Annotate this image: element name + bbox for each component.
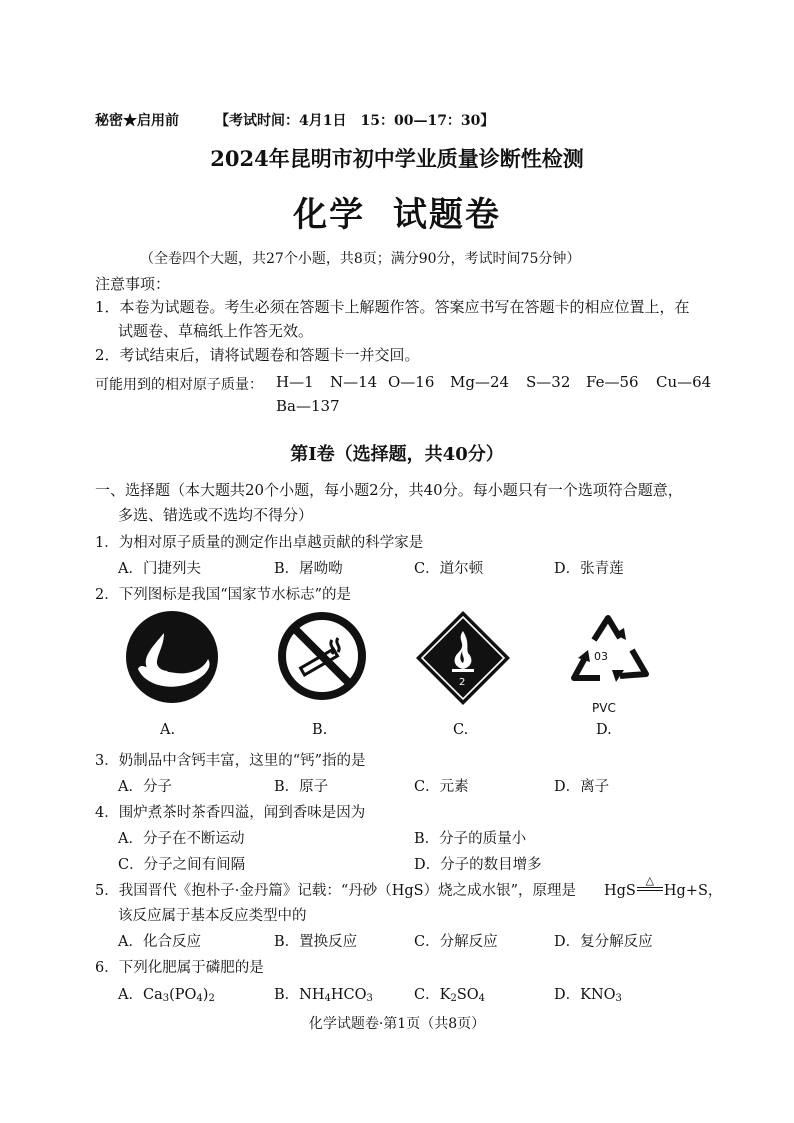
q2-option-a: A. [160,722,176,738]
atomic-mass-label: 可能用到的相对原子质量： [95,377,263,393]
q6b-sub1: 4 [324,993,331,1004]
q6b-sub2: 3 [366,993,373,1004]
recycle-material: PVC [592,701,616,715]
q3-option-d: D．离子 [554,779,610,795]
atomic-mass-n: N—14 [330,373,378,391]
q5-option-a: A．化合反应 [118,934,201,950]
q6c-pre: C．K [414,987,451,1003]
question-3-stem: 3．奶制品中含钙丰富，这里的“钙”指的是 [95,753,366,769]
exam-time: 【考试时间：4月1日 15：00—17：30】 [215,113,495,129]
q6d-pre: D．KNO [554,987,616,1003]
q4-option-b: B．分子的质量小 [414,831,527,847]
secret-label: 秘密★启用前 [95,113,179,129]
q1-option-d: D．张青莲 [554,561,624,577]
q4-option-c: C．分子之间有间隔 [118,857,246,873]
question-6-stem: 6．下列化肥属于磷肥的是 [95,960,264,976]
q6-option-d [554,983,622,1004]
q5-option-c: C．分解反应 [414,934,498,950]
subject-title: 化学 试题卷 [293,195,501,235]
no-smoking-icon [276,610,368,702]
question-4-stem: 4．围炉煮茶时茶香四溢，闻到香味是因为 [95,805,366,821]
question-5-stem-cont: 该反应属于基本反应类型中的 [118,908,307,924]
atomic-mass-h: H—1 [276,373,314,391]
question-2-stem: 2．下列图标是我国“国家节水标志”的是 [95,587,352,603]
recycle-code: 03 [594,650,608,663]
q6a-sub1: 3 [162,993,170,1004]
q6c-sub1: 2 [450,993,457,1004]
q6-option-a [118,983,215,1004]
equation-arrow [636,874,664,899]
part-title-cont: 多选、错选或不选均不得分） [118,506,314,524]
q2-option-c: C. [453,722,469,738]
q5-option-b: B．置换反应 [274,934,358,950]
exam-info: （全卷四个大题，共27个小题，共8页；满分90分，考试时间75分钟） [140,251,581,267]
section-title: 第Ⅰ卷（选择题，共40分） [290,444,504,465]
question-5-stem: 5．我国晋代《抱朴子·金丹篇》记载：“丹砂（HgS）烧之成水银”，原理是 [95,883,577,899]
note-2: 2．考试结束后，请将试题卷和答题卡一并交回。 [95,346,420,364]
q5-option-d: D．复分解反应 [554,934,653,950]
recycle-pvc-icon [560,610,660,696]
q6a-pre: A．Ca [118,987,163,1003]
question-1-stem: 1．为相对原子质量的测定作出卓越贡献的科学家是 [95,535,424,551]
heat-condition: △ [645,874,655,887]
q3-option-a: A．分子 [118,779,172,795]
page-footer: 化学试题卷·第1页（共8页） [308,1016,486,1032]
note-1: 1．本卷为试题卷。考生必须在答题卡上解题作答。答案应书写在答题卡的相应位置上，在 [95,298,690,316]
q1-option-a: A．门捷列夫 [118,561,201,577]
q6a-sub3: 2 [208,993,215,1004]
q6b-pre: B．NH [274,987,325,1003]
water-saving-icon [124,609,220,705]
atomic-mass-mg: Mg—24 [450,373,510,391]
atomic-mass-cu: Cu—64 [656,373,712,391]
q2-option-d: D. [596,722,612,738]
atomic-mass-o: O—16 [388,373,435,391]
equation-left: HgS [604,883,636,899]
equation-right: Hg+S， [663,883,723,899]
q4-option-a: A．分子在不断运动 [118,831,245,847]
note-1-cont: 试题卷、草稿纸上作答无效。 [118,322,314,340]
part-title: 一、选择题（本大题共20个小题，每小题2分，共40分。每小题只有一个选项符合题意， [95,481,683,499]
q6c-sub2: 4 [478,993,486,1004]
q4-option-d: D．分子的数目增多 [414,857,542,873]
q6b-mid: HCO [330,987,367,1003]
q6c-mid: SO [456,987,479,1003]
q6a-sub2: 4 [196,993,203,1004]
notes-heading: 注意事项： [95,275,171,293]
q6d-sub1: 3 [615,993,622,1004]
atomic-mass-s: S—32 [526,373,571,391]
q6-option-c [414,983,485,1004]
q3-option-b: B．原子 [274,779,329,795]
q3-option-c: C．元素 [414,779,469,795]
q6a-mid: (PO [169,987,197,1003]
atomic-mass-fe: Fe—56 [586,373,639,391]
atomic-mass-ba: Ba—137 [276,397,340,415]
flammable-gas-icon [414,609,512,707]
q1-option-c: C．道尔顿 [414,561,484,577]
exam-title: 2024年昆明市初中学业质量诊断性检测 [210,146,584,171]
flammable-class-number: 2 [459,677,466,688]
q6a-post: ) [202,987,209,1003]
q6-option-b [274,983,373,1004]
q2-option-b: B. [312,722,328,738]
q1-option-b: B．屠呦呦 [274,561,343,577]
equation [604,874,723,900]
